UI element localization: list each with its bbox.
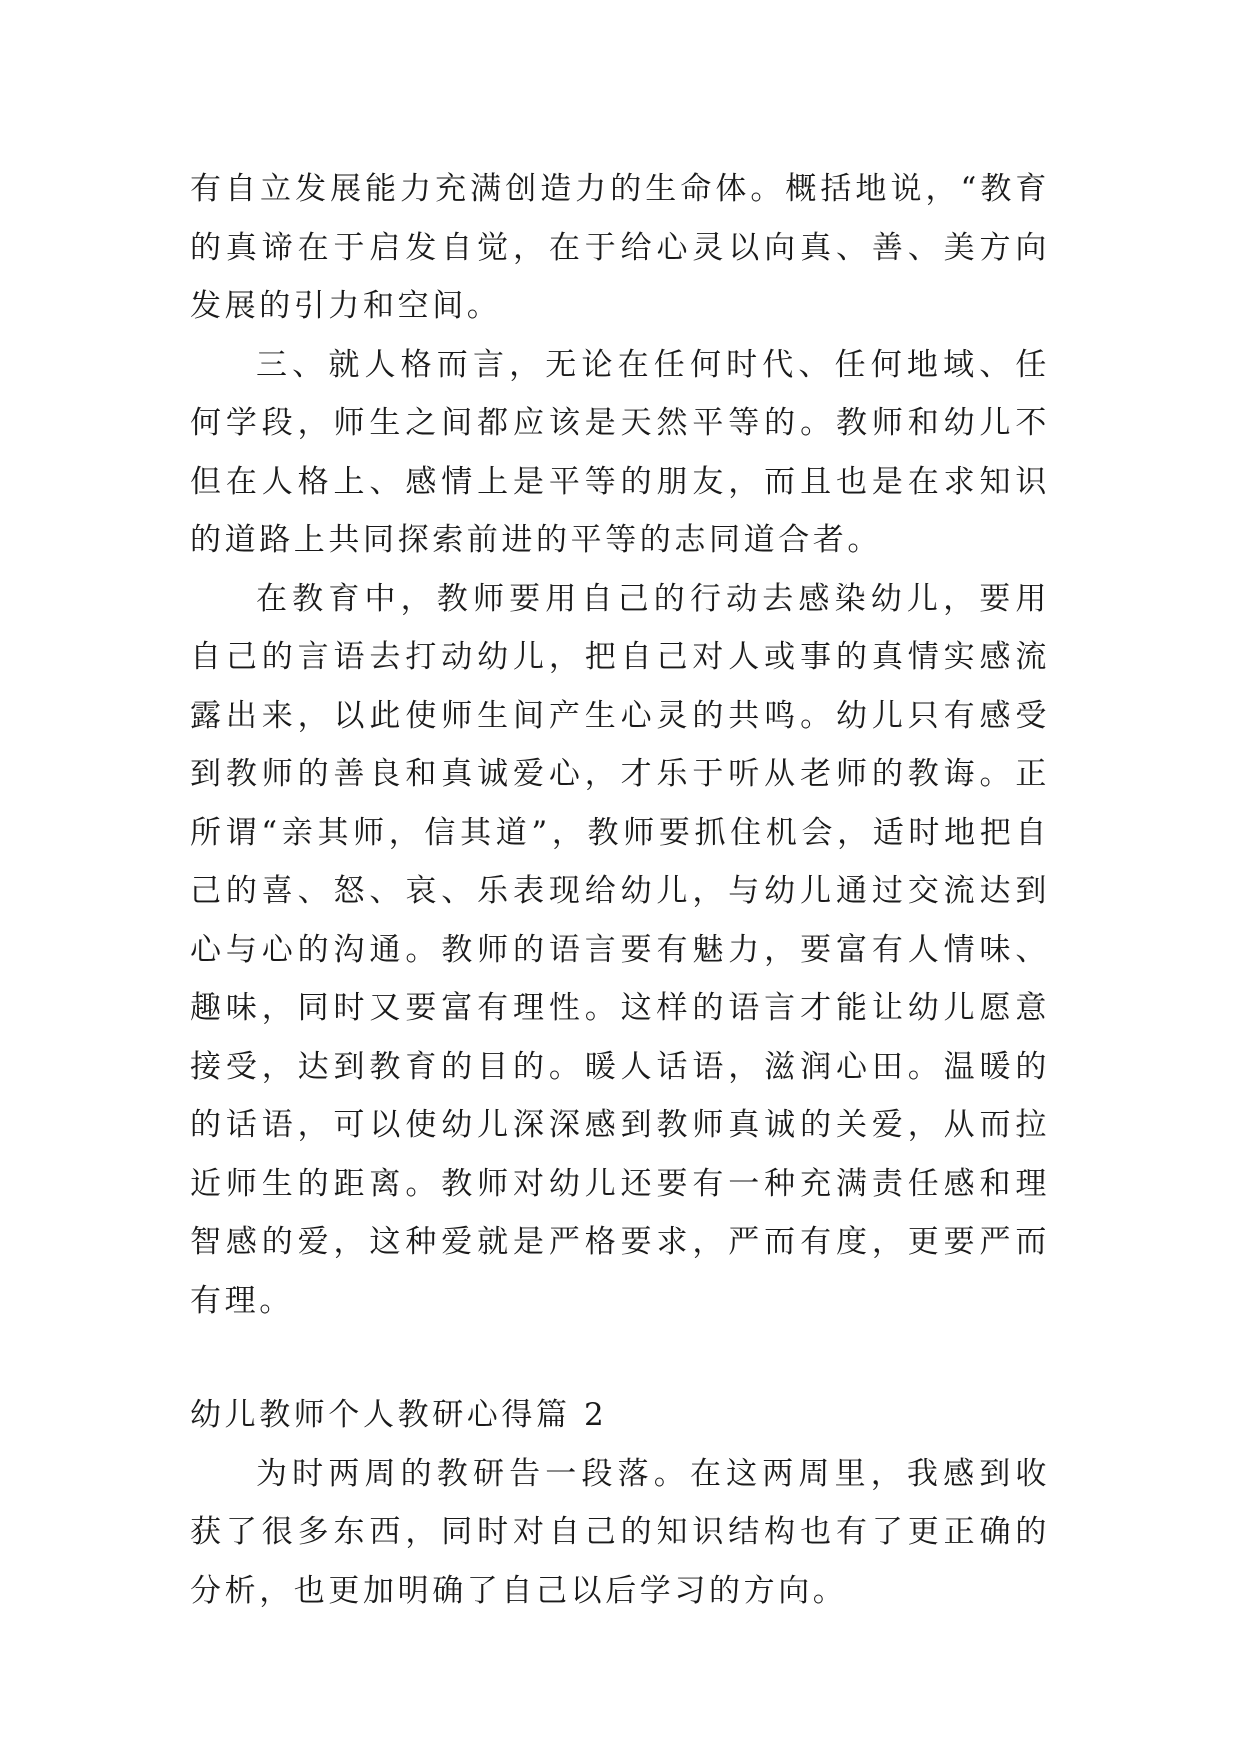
paragraph-personality-equality: 三、就人格而言，无论在任何时代、任何地域、任何学段，师生之间都应该是天然平等的。教师和幼儿不但在人格上、感情上是平等的朋友，而且也是在求知识的道路上共同探索前进的平等的志同道合者。 (190, 346, 1050, 558)
section-heading: 幼儿教师个人教研心得篇 2 (190, 1397, 608, 1433)
paragraph-research-summary: 为时两周的教研告一段落。在这两周里，我感到收获了很多东西，同时对自己的知识结构也有了更正确的分析，也更加明确了自己以后学习的方向。 (190, 1455, 1050, 1609)
document-body (190, 160, 1050, 1620)
paragraph-teaching-by-example: 在教育中，教师要用自己的行动去感染幼儿，要用自己的言语去打动幼儿，把自己对人或事的真情实感流露出来，以此使师生间产生心灵的共鸣。幼儿只有感受到教师的善良和真诚爱心，才乐于听从老师的教诲。正所谓“亲其师，信其道”，教师要抓住机会，适时地把自己的喜、怒、哀、乐表现给幼儿，与幼儿通过交流达到心与心的沟通。教师的语言要有魅力，要富有人情味、趣味，同时又要富有理性。这样的语言才能让幼儿愿意接受，达到教育的目的。暖人话语，滋润心田。温暖的的话语，可以使幼儿深深感到教师真诚的关爱，从而拉近师生的距离。教师对幼儿还要有一种充满责任感和理智感的爱，这种爱就是严格要求，严而有度，更要严而有理。 (190, 580, 1050, 1319)
paragraph-continuation: 有自立发展能力充满创造力的生命体。概括地说，“教育的真谛在于启发自觉，在于给心灵以向真、善、美方向发展的引力和空间。 (190, 171, 1050, 324)
